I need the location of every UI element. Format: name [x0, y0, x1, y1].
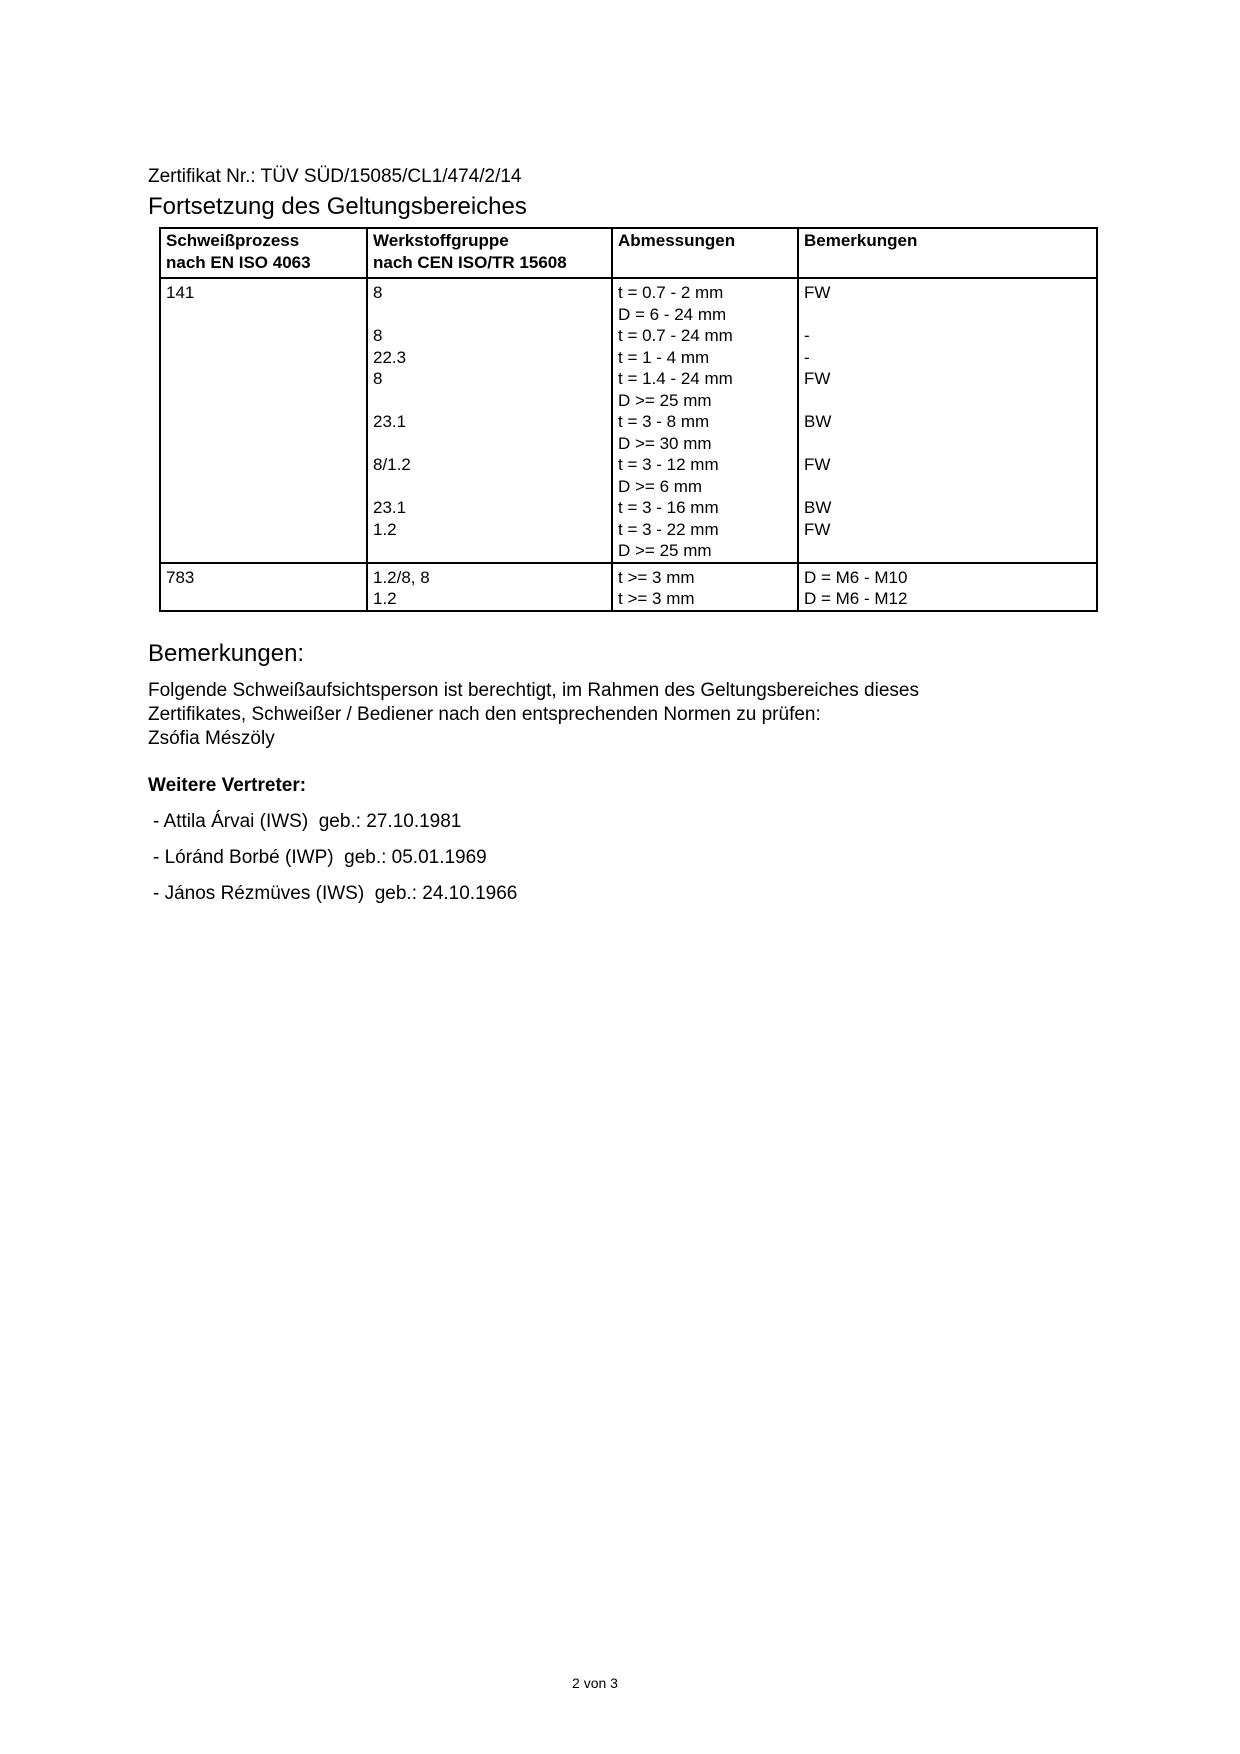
- cell-line: t = 1.4 - 24 mm: [618, 369, 733, 388]
- remarks-text: [148, 679, 1148, 751]
- cell-line: 783: [166, 567, 195, 587]
- cell-line: t = 0.7 - 2 mm: [618, 283, 724, 302]
- header-process: [160, 228, 367, 278]
- cell-line: [804, 433, 1091, 455]
- remarks-line: Folgende Schweißaufsichtsperson ist berechtigt, im Rahmen des Geltungsbereiches dieses: [148, 680, 919, 701]
- cell-line: D >= 30 mm: [618, 433, 712, 453]
- section-title: Fortsetzung des Geltungsbereiches: [148, 193, 527, 220]
- cell-line: [373, 304, 606, 326]
- header-line: Abmessungen: [618, 231, 736, 250]
- header-line: Werkstoffgruppe: [373, 231, 509, 250]
- cell-line: t >= 3 mm: [618, 589, 695, 608]
- cell-line: t = 3 - 22 mm: [618, 519, 719, 539]
- table-row: [160, 278, 1097, 563]
- cell-line: D >= 6 mm: [618, 476, 703, 496]
- header-material-group: [367, 228, 612, 278]
- cell-line: 1.2: [373, 589, 397, 608]
- cell-line: [804, 476, 1091, 498]
- cell-line: [804, 390, 1091, 412]
- representatives-title: Weitere Vertreter:: [148, 775, 307, 796]
- table-row: [160, 563, 1097, 611]
- cell-line: 8: [373, 369, 383, 388]
- cell-line: 141: [166, 283, 195, 302]
- cell-line: D >= 25 mm: [618, 390, 712, 410]
- cell-line: t = 3 - 16 mm: [618, 498, 719, 517]
- cell-line: 1.2/8, 8: [373, 567, 430, 587]
- header-remarks: [798, 228, 1097, 278]
- cell-line: -: [804, 326, 810, 345]
- cell-line: FW: [804, 519, 831, 539]
- cell-line: 8/1.2: [373, 455, 411, 474]
- cell-line: t = 0.7 - 24 mm: [618, 326, 733, 345]
- cell-process: [160, 278, 367, 563]
- cell-line: FW: [804, 283, 831, 302]
- cell-line: 22.3: [373, 347, 407, 367]
- cell-line: [804, 304, 1091, 326]
- cell-remarks: [798, 278, 1097, 563]
- cell-line: FW: [804, 455, 831, 474]
- cell-line: FW: [804, 369, 831, 388]
- cell-line: 23.1: [373, 498, 407, 517]
- cell-line: [373, 433, 606, 455]
- cell-line: D = M6 - M12: [804, 589, 908, 608]
- cell-line: D = 6 - 24 mm: [618, 304, 727, 324]
- cell-line: t = 3 - 12 mm: [618, 455, 719, 474]
- cell-line: D >= 25 mm: [618, 541, 712, 560]
- remarks-line: Zertifikates, Schweißer / Bediener nach den entsprechenden Normen zu prüfen:: [148, 704, 821, 725]
- cell-material-group: [367, 563, 612, 611]
- cell-line: [373, 476, 606, 498]
- scope-table: [159, 227, 1098, 612]
- representative-item: - Lóránd Borbé (IWP) geb.: 05.01.1969: [153, 847, 487, 868]
- header-line: Bemerkungen: [804, 231, 918, 250]
- cell-line: BW: [804, 412, 832, 431]
- cell-line: 8: [373, 326, 383, 345]
- cell-line: [373, 540, 606, 562]
- cell-line: [373, 390, 606, 412]
- cell-dimensions: [612, 278, 798, 563]
- cell-line: 23.1: [373, 412, 407, 431]
- cell-line: BW: [804, 498, 832, 517]
- representative-item: - János Rézmüves (IWS) geb.: 24.10.1966: [153, 883, 518, 904]
- header-line: Schweißprozess: [166, 231, 300, 250]
- header-dimensions: [612, 228, 798, 278]
- cell-remarks: [798, 563, 1097, 611]
- header-line: nach EN ISO 4063: [166, 252, 311, 272]
- cell-line: t = 1 - 4 mm: [618, 347, 710, 367]
- table-body: [160, 278, 1097, 611]
- table-header-row: [160, 228, 1097, 278]
- cell-process: [160, 563, 367, 611]
- certificate-number: Zertifikat Nr.: TÜV SÜD/15085/CL1/474/2/14: [148, 166, 522, 187]
- cell-dimensions: [612, 563, 798, 611]
- cell-line: t = 3 - 8 mm: [618, 412, 710, 431]
- cell-line: t >= 3 mm: [618, 567, 695, 587]
- header-line: nach CEN ISO/TR 15608: [373, 252, 567, 272]
- representative-item: - Attila Árvai (IWS) geb.: 27.10.1981: [153, 811, 462, 832]
- cell-line: [804, 540, 1091, 562]
- cell-line: 8: [373, 283, 383, 302]
- supervisor-name: Zsófia Mészöly: [148, 728, 275, 749]
- cell-line: D = M6 - M10: [804, 567, 908, 587]
- page-number: 2 von 3: [572, 1675, 618, 1691]
- cell-line: -: [804, 347, 810, 367]
- cell-material-group: [367, 278, 612, 563]
- cell-line: 1.2: [373, 519, 397, 539]
- remarks-title: Bemerkungen:: [148, 640, 305, 667]
